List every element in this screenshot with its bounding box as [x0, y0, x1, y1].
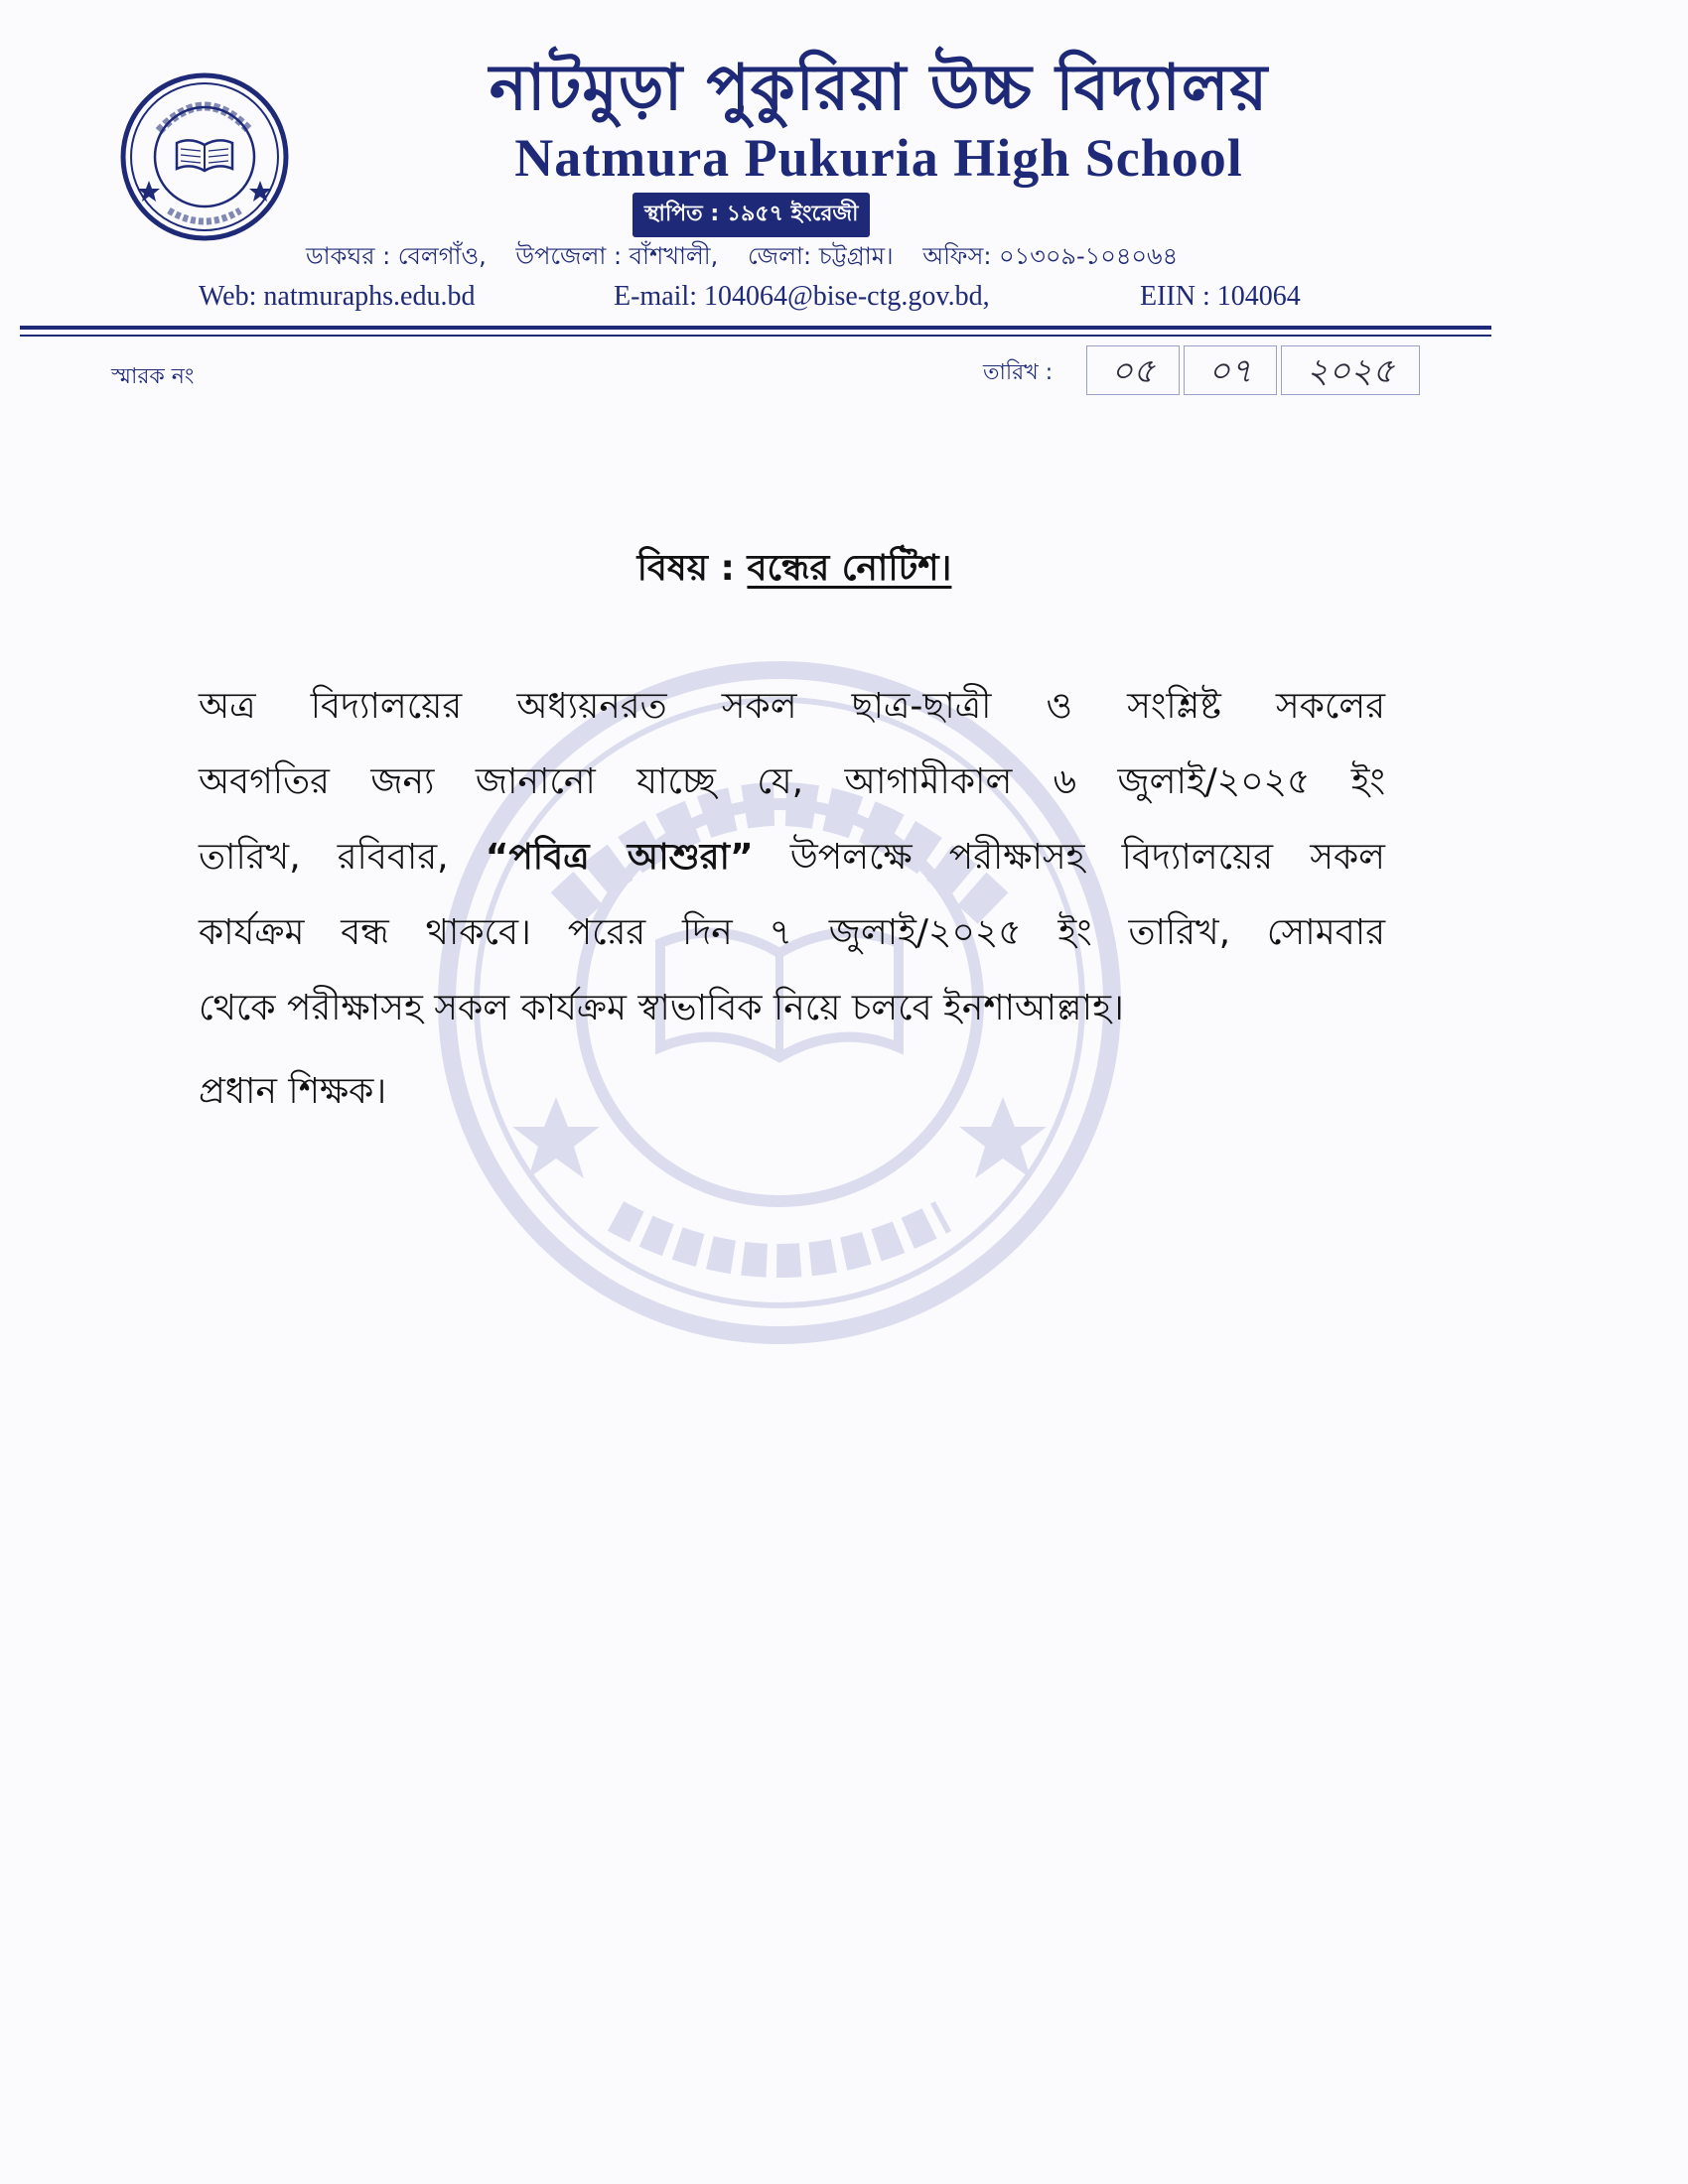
email: E-mail: 104064@bise-ctg.gov.bd, — [614, 281, 990, 312]
body-line-1: অত্র বিদ্যালয়ের অধ্যয়নরত সকল ছাত্র-ছাত্রী ও সংশ্লিষ্ট সকলের — [199, 686, 1385, 727]
school-name-english: Natmura Pukuria High School — [514, 128, 1243, 188]
school-address — [306, 238, 1299, 278]
highlighted-occasion: “পবিত্র আশুরা” — [485, 837, 754, 878]
date-day: ০৫ — [1086, 345, 1180, 395]
school-seal-logo — [119, 71, 290, 242]
body-line-3-start: তারিখ, রবিবার, — [199, 837, 449, 878]
date-month: ০৭ — [1184, 345, 1277, 395]
signature-head-teacher: প্রধান শিক্ষক। — [199, 1071, 387, 1112]
office-phone: অফিস: ০১৩০৯-১০৪০৬৪ — [922, 242, 1179, 270]
notice-subject — [397, 541, 1192, 601]
website: Web: natmuraphs.edu.bd — [199, 281, 476, 312]
body-line-5: থেকে পরীক্ষাসহ সকল কার্যক্রম স্বাভাবিক নিয়ে চলবে ইনশাআল্লাহ। — [199, 988, 1124, 1028]
established-badge: স্থাপিত : ১৯৫৭ ইংরেজী — [633, 193, 870, 237]
post-office: ডাকঘর : বেলগাঁও, — [306, 242, 487, 270]
eiin: EIIN : 104064 — [1140, 281, 1301, 312]
body-line-3-end: উপলক্ষে পরীক্ষাসহ বিদ্যালয়ের সকল — [789, 837, 1385, 878]
subject-label: বিষয় : — [636, 548, 735, 589]
district: জেলা: চট্টগ্রাম। — [747, 242, 894, 270]
date-label: তারিখ : — [983, 360, 1054, 385]
body-line-3 — [199, 838, 1385, 878]
body-line-4: কার্যক্রম বন্ধ থাকবে। পরের দিন ৭ জুলাই/২০২৫ ইং তারিখ, সোমবার — [199, 912, 1385, 953]
memo-number-label: স্মারক নং — [111, 364, 195, 389]
subject-value: বন্ধের নোটিশ। — [747, 548, 952, 589]
upazila: উপজেলা : বাঁশখালী, — [515, 242, 719, 270]
header-divider-thin — [20, 335, 1491, 337]
body-line-2: অবগতির জন্য জানানো যাচ্ছে যে, আগামীকাল ৬ জুলাই/২০২৫ ইং — [199, 761, 1385, 802]
header-divider-thick — [20, 326, 1491, 330]
date-year: ২০২৫ — [1281, 345, 1420, 395]
school-name-bangla: নাটমুড়া পুকুরিয়া উচ্চ বিদ্যালয় — [489, 52, 1269, 125]
